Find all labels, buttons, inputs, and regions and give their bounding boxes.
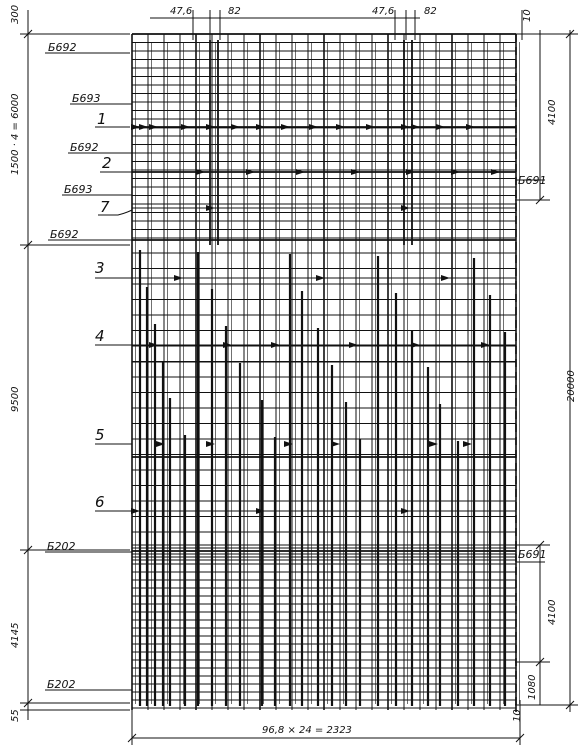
left-dim-bottom: 55 — [10, 709, 21, 722]
arrow-head — [411, 342, 420, 348]
arrow-head — [331, 441, 340, 447]
top-dim-right-a: 47,6 — [372, 6, 395, 17]
arrow-head — [401, 508, 410, 514]
flow-arrows — [131, 124, 500, 514]
top-dim-corner: 10 — [522, 9, 533, 22]
left-dim-top: 300 — [10, 4, 21, 24]
top-dim-right-b: 82 — [424, 6, 437, 17]
arrow-head — [401, 205, 410, 211]
arrow-head — [231, 124, 240, 130]
arrow-head — [466, 124, 475, 130]
beam-label-b692-3: Б692 — [50, 228, 79, 241]
arrow-head — [481, 342, 490, 348]
left-dim-lower: 4145 — [10, 622, 21, 648]
labels — [10, 5, 577, 736]
arrow-head — [429, 441, 438, 447]
arrow-head — [181, 124, 190, 130]
leader-lines — [45, 53, 545, 690]
arrow-head — [174, 275, 183, 281]
arrow-head — [309, 124, 318, 130]
beam-label-b692-1: Б692 — [48, 41, 77, 54]
beam-label-b691-lower: Б691 — [518, 548, 547, 561]
right-dim-upper: 4100 — [547, 99, 558, 125]
arrow-head — [139, 124, 148, 130]
right-dim-total: 20000 — [566, 370, 577, 402]
beam-label-b691-upper: Б691 — [518, 174, 547, 187]
top-dim-left-b: 82 — [228, 6, 241, 17]
right-dim-corner: 10 — [512, 709, 523, 722]
left-dim-middle: 9500 — [10, 386, 21, 412]
beam-label-b202-2: Б202 — [47, 678, 76, 691]
callout-7: 7 — [100, 198, 110, 216]
callout-6: 6 — [95, 493, 105, 511]
arrow-head — [149, 342, 158, 348]
callout-1: 1 — [97, 110, 107, 128]
left-dim-upper: 1500 · 4 = 6000 — [10, 93, 21, 175]
arrow-head — [281, 124, 290, 130]
beam-label-b202-1: Б202 — [47, 540, 76, 553]
arrow-head — [436, 124, 445, 130]
beam-label-b692-2: Б692 — [70, 141, 99, 154]
bottom-dim: 96,8 × 24 = 2323 — [262, 725, 352, 736]
arrow-head — [349, 342, 358, 348]
callout-3: 3 — [95, 259, 105, 277]
arrow-head — [206, 441, 215, 447]
callout-4: 4 — [95, 327, 105, 345]
arrow-head — [401, 124, 410, 130]
right-dim-lower: 4100 — [547, 599, 558, 625]
callout-5: 5 — [95, 426, 105, 444]
right-dim-bottom: 1080 — [527, 674, 538, 700]
arrow-head — [411, 124, 420, 130]
arrow-head — [366, 124, 375, 130]
arrow-head — [149, 124, 158, 130]
arrow-head — [441, 275, 450, 281]
beam-label-b693-2: Б693 — [64, 183, 93, 196]
callout-2: 2 — [102, 154, 112, 172]
reinforcement-grid — [132, 34, 520, 710]
beam-label-b693-1: Б693 — [72, 92, 101, 105]
top-dim-left-a: 47,6 — [170, 6, 193, 17]
